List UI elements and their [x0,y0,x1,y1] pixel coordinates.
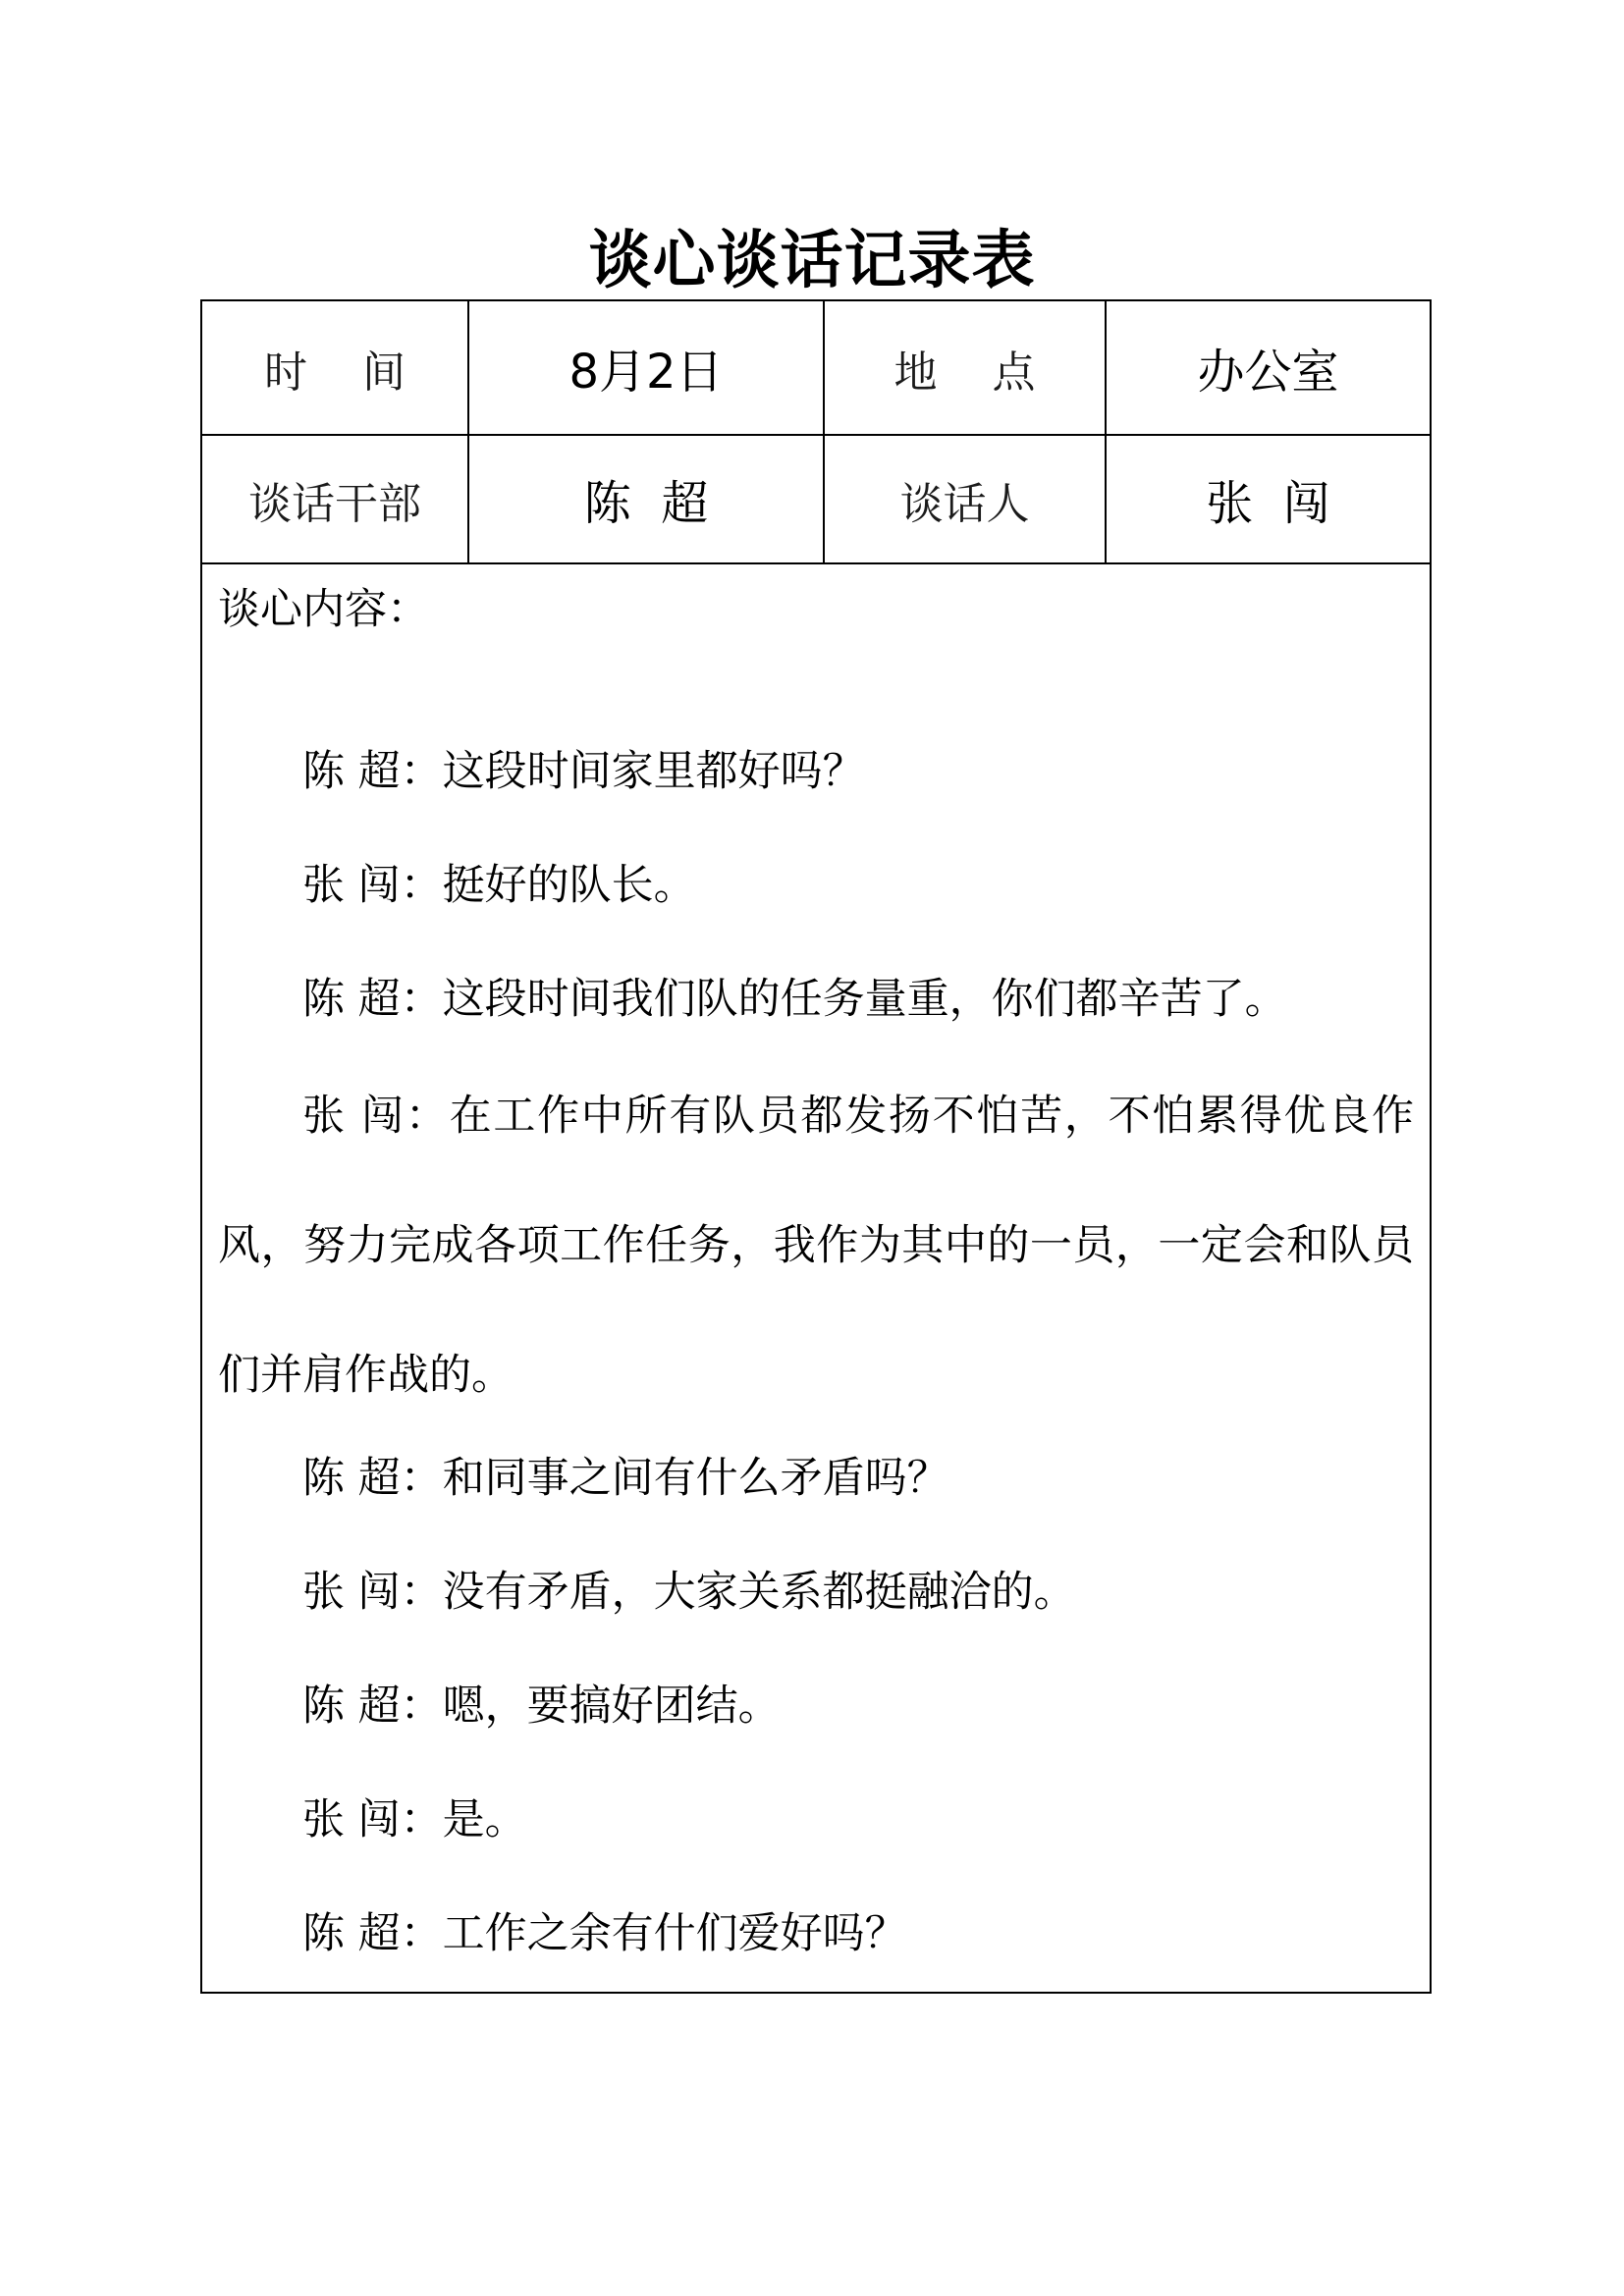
time-value: 8月2日 [467,301,823,434]
talker-value: 张 闯 [1105,436,1430,562]
dialogue-line: 陈 超：和同事之间有什么矛盾吗？ [302,1454,949,1503]
dialogue-line: 陈 超：这段时间家里都好吗？ [302,747,865,796]
dialogue-line: 张 闯：在工作中所有队员都发扬不怕苦，不怕累得优良作风，努力完成各项工作任务，我作为其中的一员，一定会和队员们并肩作战的。 [218,1092,1414,1400]
content-label: 谈心内容： [218,585,429,634]
info-row-people [202,436,1430,564]
time-label: 时 间 [264,347,406,398]
content-area [202,564,1430,1992]
dialogue-line: 陈 超：嗯，要搞好团结。 [302,1682,781,1731]
dialogue-line: 张 闯：没有矛盾，大家关系都挺融洽的。 [302,1568,1076,1617]
place-value: 办公室 [1105,301,1430,434]
record-table [200,299,1432,1994]
dialogue-line: 张 闯：挺好的队长。 [302,861,696,910]
place-label: 地 点 [823,301,1105,434]
dialogue-line: 陈 超：工作之余有什们爱好吗？ [302,1909,907,1958]
dialogue-line: 张 闯：是。 [302,1795,527,1844]
cadre-value: 陈 超 [467,436,823,562]
cadre-label: 谈话干部 [248,478,421,529]
dialogue-line: 陈 超：这段时间我们队的任务量重，你们都辛苦了。 [302,975,1287,1024]
talker-label: 谈话人 [823,436,1105,562]
dialogue [218,739,1414,1966]
page-title: 谈心谈话记录表 [588,225,1036,297]
info-row-time-place [202,301,1430,436]
